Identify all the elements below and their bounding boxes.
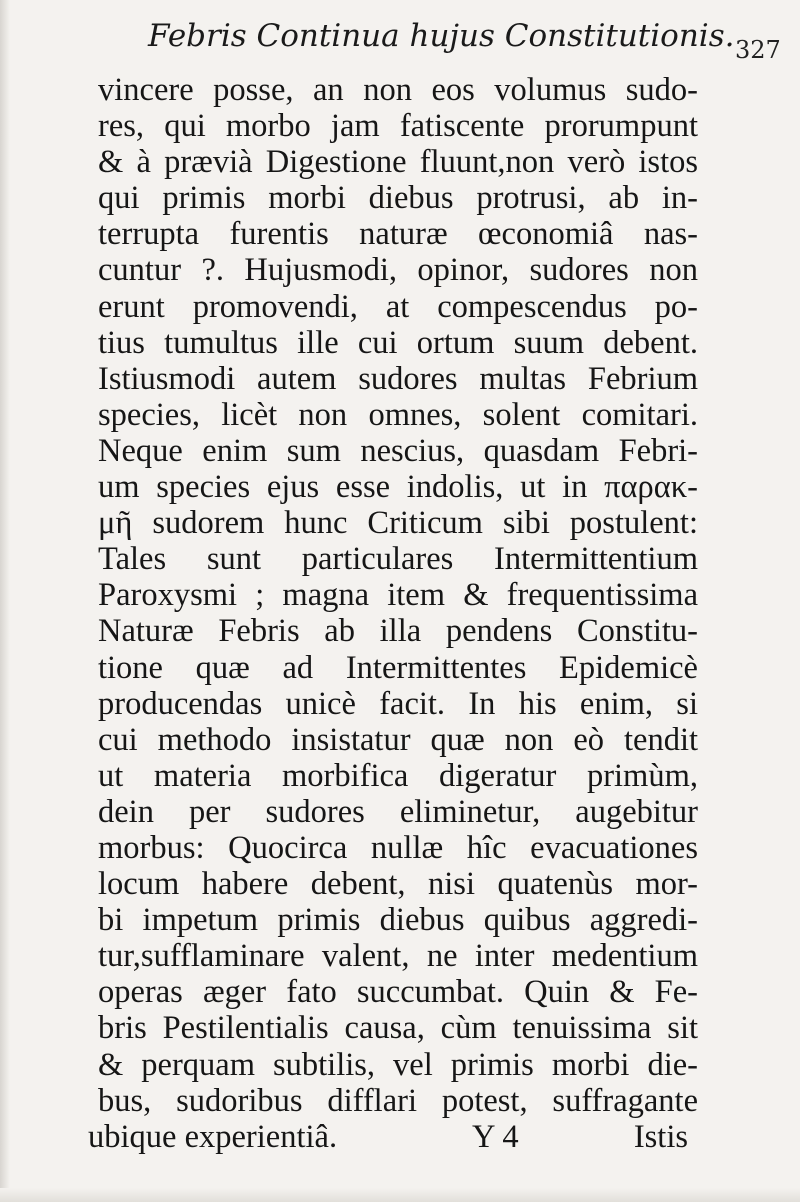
text-line: & perquam subtilis, vel primis morbi die- [98, 1046, 698, 1083]
text-line: Istiusmodi autem sudores multas Febrium [98, 360, 698, 397]
text-line: locum habere debent, nisi quatenùs mor- [98, 866, 698, 903]
final-line-text: ubique experientiâ. [88, 1118, 338, 1155]
text-line: operas æger fato succumbat. Quin & Fe- [98, 974, 698, 1011]
page-number: 327 [735, 36, 781, 64]
page-gutter-shadow [0, 0, 10, 1202]
text-line: um species ejus esse indolis, ut in παρακ- [98, 469, 698, 506]
text-line: cuntur ?. Hujusmodi, opinor, sudores non [98, 252, 698, 289]
final-line [88, 1119, 688, 1155]
text-line: ut materia morbifica digeratur primùm, [98, 757, 698, 794]
text-line: Neque enim sum nescius, quasdam Febri- [98, 432, 698, 469]
text-line: Paroxysmi ; magna item & frequentissima [98, 577, 698, 614]
text-line: bi impetum primis diebus quibus aggredi- [98, 902, 698, 939]
text-line: qui primis morbi diebus protrusi, ab in- [98, 180, 698, 217]
text-line: species, licèt non omnes, solent comitari. [98, 396, 698, 433]
text-line: bus, sudoribus difflari potest, suffragante [98, 1082, 698, 1119]
text-line: erunt promovendi, at compescendus po- [98, 288, 698, 325]
text-line: dein per sudores eliminetur, augebitur [98, 793, 698, 830]
text-line: tur,sufflaminare valent, ne inter medentium [98, 938, 698, 975]
text-line: producendas unicè facit. In his enim, si [98, 685, 698, 722]
body-text [98, 72, 698, 1119]
text-line: & à prævià Digestione fluunt,non verò istos [98, 144, 698, 181]
text-line: bris Pestilentialis causa, cùm tenuissima sit [98, 1010, 698, 1047]
text-line: tione quæ ad Intermittentes Epidemicè [98, 649, 698, 686]
catchword: Istis [633, 1118, 688, 1155]
text-line: res, qui morbo jam fatiscente prorumpunt [98, 108, 698, 145]
signature-mark: Y 4 [472, 1118, 519, 1155]
page-bottom-shadow [0, 1188, 800, 1202]
text-line: terrupta furentis naturæ œconomiâ nas- [98, 216, 698, 253]
text-line: tius tumultus ille cui ortum suum debent. [98, 324, 698, 361]
text-line: μῆ sudorem hunc Criticum sibi postulent: [98, 505, 698, 542]
text-line: cui methodo insistatur quæ non eò tendit [98, 721, 698, 758]
text-line: morbus: Quocirca nullæ hîc evacuationes [98, 829, 698, 866]
text-line: vincere posse, an non eos volumus sudo- [98, 72, 698, 108]
text-line: Naturæ Febris ab illa pendens Constitu- [98, 613, 698, 650]
running-head: Febris Continua hujus Constitutionis. [148, 18, 735, 54]
text-line: Tales sunt particulares Intermittentium [98, 541, 698, 578]
